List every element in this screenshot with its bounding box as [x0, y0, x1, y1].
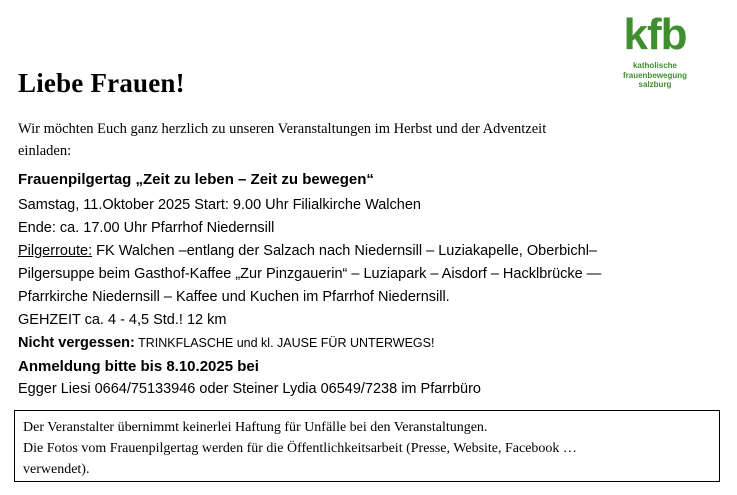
registration-contacts: Egger Liesi 0664/75133946 oder Steiner Lydia 06549/7238 im Pfarrbüro: [18, 381, 481, 397]
event-route-line-1: [18, 240, 718, 263]
event-details: [18, 168, 718, 401]
page-title: Liebe Frauen!: [18, 68, 185, 98]
disclaimer-box: [14, 410, 720, 482]
registration-title: Anmeldung bitte bis 8.10.2025 bei: [18, 358, 259, 375]
route-label: Pilgerroute:: [18, 243, 93, 259]
event-route-line-3: Pfarrkirche Niedernsill – Kaffee und Kuchen im Pfarrhof Niedernsill.: [18, 289, 450, 305]
intro-paragraph: [18, 118, 708, 162]
event-end-line: Ende: ca. 17.00 Uhr Pfarrhof Niedernsill: [18, 220, 275, 236]
event-date-line: Samstag, 11.Oktober 2025 Start: 9.00 Uhr Filialkirche Walchen: [18, 197, 421, 213]
logo-subtitle-line-1: katholische: [632, 61, 677, 70]
event-route-line-2: Pilgersuppe beim Gasthof-Kaffee „Zur Pinzgauerin“ – Luziapark – Aisdorf – Hacklbrücke —: [18, 266, 602, 282]
disclaimer-line-1: Der Veranstalter übernimmt keinerlei Haftung für Unfälle bei den Veranstaltungen.: [23, 420, 488, 435]
event-title: Frauenpilgertag „Zeit zu leben – Zeit zu bewegen“: [18, 171, 374, 188]
intro-line-2: einladen:: [18, 143, 72, 159]
event-reminder: [18, 332, 718, 355]
event-walk-time: GEHZEIT ca. 4 - 4,5 Std.! 12 km: [18, 312, 227, 328]
logo-subtitle: [595, 61, 715, 90]
disclaimer-line-2: Die Fotos vom Frauenpilgertag werden für die Öffentlichkeitsarbeit (Presse, Website, Facebook …: [23, 441, 577, 456]
logo-subtitle-line-3: salzburg: [638, 80, 672, 89]
reminder-text: TRINKFLASCHE und kl. JAUSE FÜR UNTERWEGS!: [134, 336, 435, 350]
route-text-1: FK Walchen –entlang der Salzach nach Niedernsill – Luziakapelle, Oberbichl–: [92, 243, 597, 259]
disclaimer-line-3: verwendet).: [23, 462, 90, 477]
logo-subtitle-line-2: frauenbewegung: [622, 70, 687, 80]
logo-wordmark: kfb: [623, 10, 687, 59]
intro-line-1: Wir möchten Euch ganz herzlich zu unseren Veranstaltungen im Herbst und der Adventzeit: [18, 121, 547, 137]
kfb-logo: [595, 12, 715, 90]
reminder-label: Nicht vergessen:: [18, 335, 135, 351]
